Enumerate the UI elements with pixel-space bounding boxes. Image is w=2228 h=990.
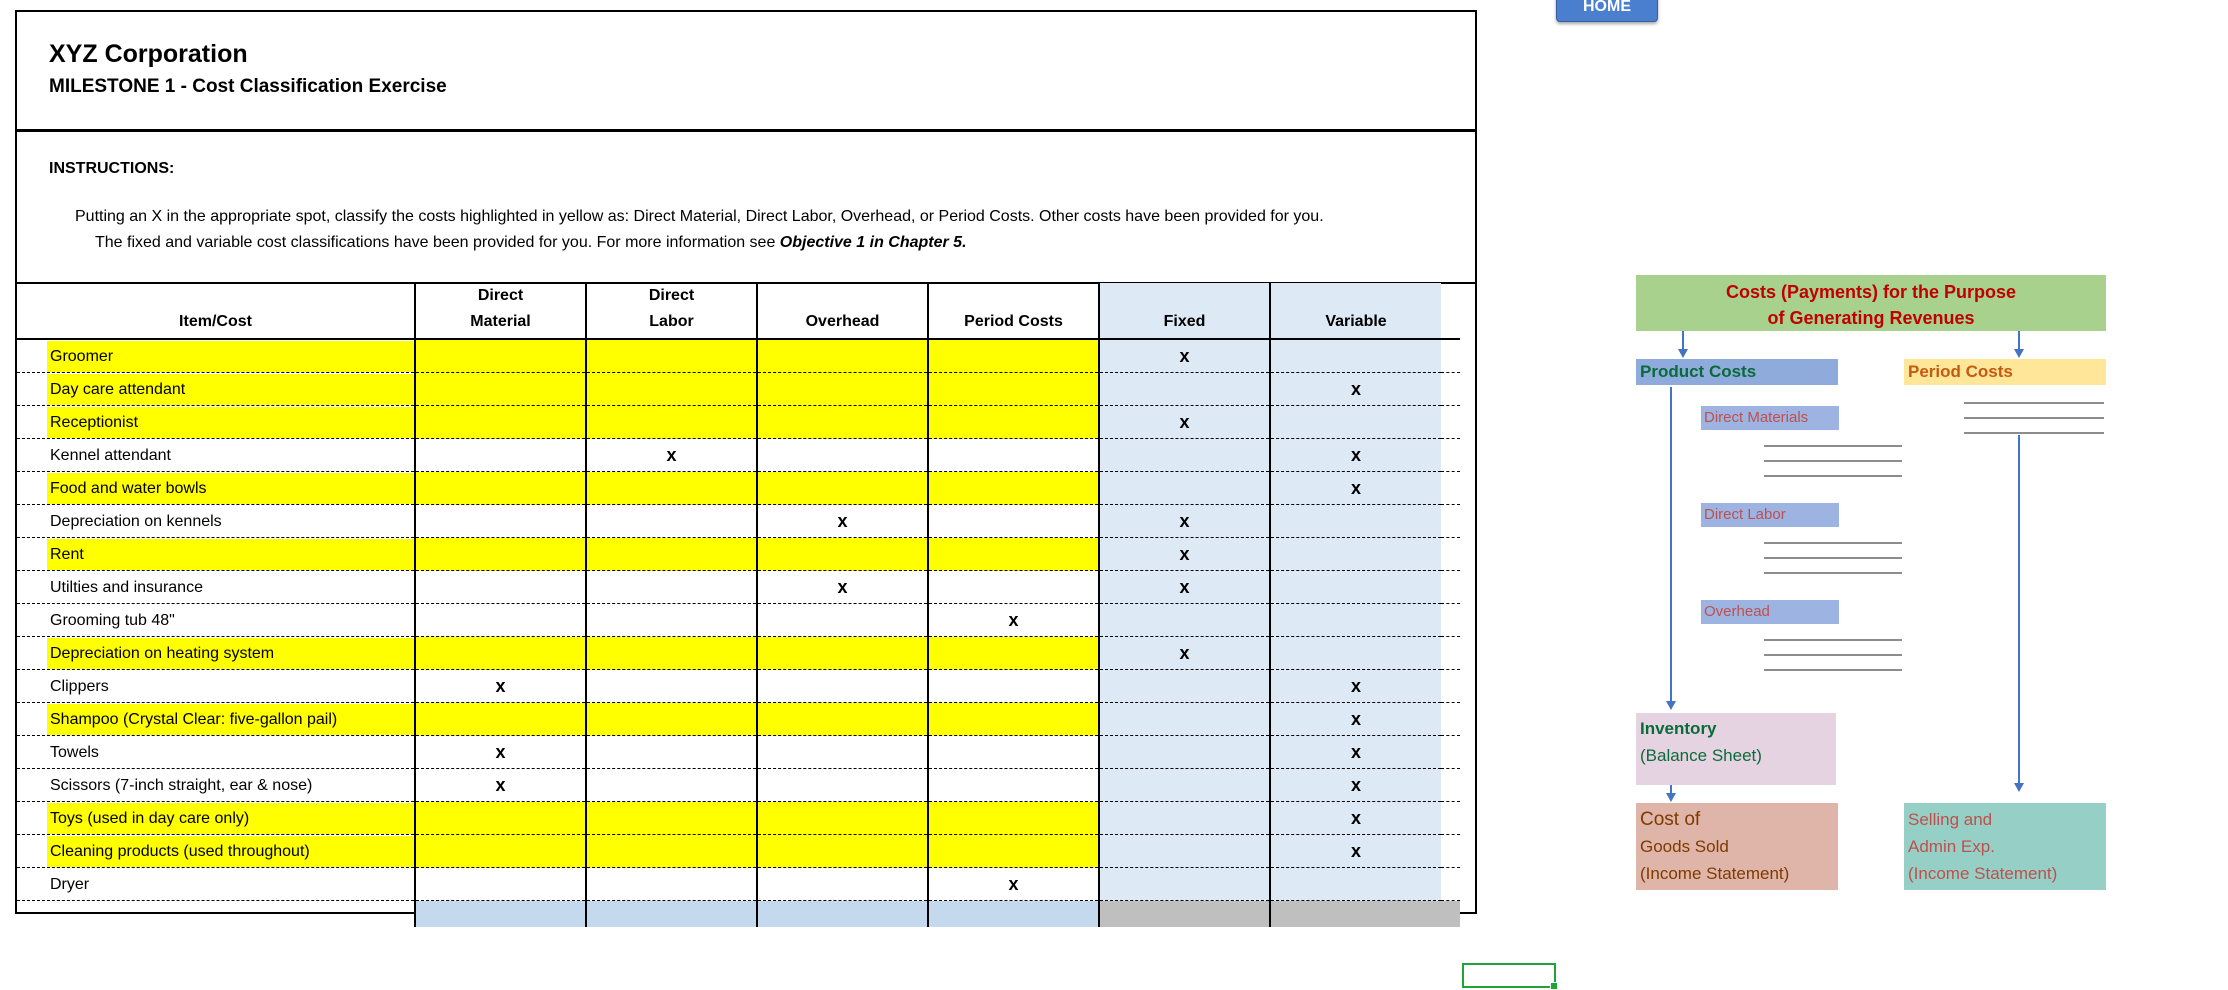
item-label: Kennel attendant xyxy=(50,446,171,464)
footer-cell xyxy=(17,901,415,928)
cell-spacer xyxy=(1441,406,1460,439)
instructions-objective-ref: Objective 1 in Chapter 5. xyxy=(779,234,967,251)
cell-spacer xyxy=(1441,769,1460,802)
dl-line-2 xyxy=(1764,557,1902,559)
cell-variable[interactable]: x xyxy=(1270,670,1441,703)
cell-direct-labor[interactable] xyxy=(586,538,757,571)
selling-label-3: (Income Statement) xyxy=(1908,864,2058,883)
footer-cell xyxy=(1099,901,1270,928)
footer-cell xyxy=(586,901,757,928)
diagram-title xyxy=(1636,275,2106,331)
item-label: Grooming tub 48" xyxy=(50,611,175,629)
table-row xyxy=(17,373,1460,406)
oh-line-1 xyxy=(1764,639,1902,641)
direct-labor-box: Direct Labor xyxy=(1701,503,1839,527)
cell-fixed[interactable]: x xyxy=(1099,406,1270,439)
cell-period-costs[interactable] xyxy=(928,703,1099,736)
cell-direct-labor[interactable] xyxy=(586,406,757,439)
cogs-label-3: (Income Statement) xyxy=(1640,864,1790,883)
cell-overhead[interactable] xyxy=(757,703,928,736)
cogs-label-1: Cost of xyxy=(1640,809,1701,830)
item-label: Receptionist xyxy=(47,407,414,438)
col-header-direct-labor: Direct Labor xyxy=(586,283,757,339)
cell-direct-labor[interactable] xyxy=(586,505,757,538)
cell-spacer xyxy=(1441,604,1460,637)
cell-direct-labor[interactable] xyxy=(586,637,757,670)
table-row xyxy=(17,406,1460,439)
cell-direct-material[interactable] xyxy=(415,802,586,835)
table-row xyxy=(17,439,1460,472)
table-footer-band xyxy=(17,901,1460,928)
cell-spacer xyxy=(1441,802,1460,835)
col-header-fixed: Fixed xyxy=(1099,283,1270,339)
cell-period-costs[interactable] xyxy=(928,339,1099,373)
cell-direct-material[interactable] xyxy=(415,538,586,571)
worksheet-header xyxy=(17,12,1475,132)
arrow-to-product xyxy=(1682,331,1684,351)
cell-spacer xyxy=(1441,505,1460,538)
item-label: Towels xyxy=(50,743,99,761)
cell-overhead[interactable] xyxy=(757,373,928,406)
cell-fixed[interactable] xyxy=(1099,802,1270,835)
cell-item[interactable] xyxy=(17,703,415,736)
arrow-to-period xyxy=(2018,331,2020,351)
cell-variable[interactable] xyxy=(1270,571,1441,604)
cell-direct-material[interactable] xyxy=(415,835,586,868)
inventory-sublabel: (Balance Sheet) xyxy=(1640,746,1762,765)
cell-spacer xyxy=(1441,703,1460,736)
cell-direct-labor[interactable] xyxy=(586,339,757,373)
cell-fixed[interactable] xyxy=(1099,703,1270,736)
footer-cell xyxy=(415,901,586,928)
cell-item[interactable] xyxy=(17,604,415,637)
cell-variable[interactable]: x xyxy=(1270,472,1441,505)
cell-period-costs[interactable] xyxy=(928,835,1099,868)
cell-period-costs[interactable] xyxy=(928,472,1099,505)
col-header-direct-material: Direct Material xyxy=(415,283,586,339)
cell-period-costs[interactable]: x xyxy=(928,868,1099,901)
cell-spacer xyxy=(1441,736,1460,769)
cell-overhead[interactable] xyxy=(757,637,928,670)
cell-direct-material[interactable] xyxy=(415,703,586,736)
table-row xyxy=(17,505,1460,538)
cell-fixed[interactable] xyxy=(1099,670,1270,703)
diagram-title-line-2: of Generating Revenues xyxy=(1767,308,1975,328)
cell-direct-material[interactable] xyxy=(415,571,586,604)
cell-overhead[interactable]: x xyxy=(757,505,928,538)
cell-direct-labor[interactable] xyxy=(586,472,757,505)
cell-item[interactable] xyxy=(17,339,415,373)
cell-item[interactable] xyxy=(17,802,415,835)
oh-line-3 xyxy=(1764,669,1902,671)
overhead-box: Overhead xyxy=(1701,600,1839,624)
cell-fixed[interactable] xyxy=(1099,439,1270,472)
footer-cell xyxy=(1270,901,1441,928)
cell-direct-labor[interactable] xyxy=(586,769,757,802)
cell-period-costs[interactable] xyxy=(928,769,1099,802)
dm-line-3 xyxy=(1764,475,1902,477)
cell-variable[interactable] xyxy=(1270,505,1441,538)
cell-period-costs[interactable] xyxy=(928,670,1099,703)
item-label: Groomer xyxy=(47,341,414,372)
cell-direct-labor[interactable] xyxy=(586,802,757,835)
milestone-title: MILESTONE 1 - Cost Classification Exercise xyxy=(49,76,447,97)
cell-item[interactable] xyxy=(17,868,415,901)
cell-fixed[interactable] xyxy=(1099,868,1270,901)
footer-cell xyxy=(757,901,928,928)
period-line-3 xyxy=(1964,432,2104,434)
cell-fixed[interactable] xyxy=(1099,769,1270,802)
cell-spacer xyxy=(1441,670,1460,703)
home-button[interactable]: HOME xyxy=(1556,0,1658,22)
period-line-1 xyxy=(1964,402,2104,404)
cell-variable[interactable]: x xyxy=(1270,769,1441,802)
cell-direct-material[interactable] xyxy=(415,637,586,670)
cell-period-costs[interactable] xyxy=(928,439,1099,472)
cogs-box xyxy=(1636,803,1838,890)
cell-direct-material[interactable] xyxy=(415,472,586,505)
table-row xyxy=(17,571,1460,604)
cell-item[interactable] xyxy=(17,670,415,703)
cell-overhead[interactable] xyxy=(757,472,928,505)
cell-direct-labor[interactable] xyxy=(586,604,757,637)
cell-direct-material[interactable] xyxy=(415,406,586,439)
cell-direct-labor[interactable] xyxy=(586,703,757,736)
cell-variable[interactable] xyxy=(1270,604,1441,637)
cell-overhead[interactable] xyxy=(757,406,928,439)
cell-spacer xyxy=(1441,339,1460,373)
cell-period-costs[interactable] xyxy=(928,406,1099,439)
table-row xyxy=(17,703,1460,736)
arrow-head-inventory xyxy=(1666,701,1676,710)
cell-fixed[interactable] xyxy=(1099,373,1270,406)
cell-direct-material[interactable]: x xyxy=(415,769,586,802)
selling-admin-box xyxy=(1904,803,2106,890)
col-header-variable: Variable xyxy=(1270,283,1441,339)
arrow-head-cogs xyxy=(1666,793,1676,802)
cell-item[interactable] xyxy=(17,736,415,769)
cell-period-costs[interactable] xyxy=(928,373,1099,406)
col-header-item: Item/Cost xyxy=(17,283,415,339)
cell-spacer xyxy=(1441,439,1460,472)
cell-spacer xyxy=(1441,835,1460,868)
cell-fixed[interactable]: x xyxy=(1099,538,1270,571)
cell-fixed[interactable] xyxy=(1099,835,1270,868)
table-row xyxy=(17,604,1460,637)
cell-item[interactable] xyxy=(17,835,415,868)
cell-overhead[interactable]: x xyxy=(757,571,928,604)
cell-spacer xyxy=(1441,472,1460,505)
col-header-period-costs: Period Costs xyxy=(928,283,1099,339)
direct-materials-box: Direct Materials xyxy=(1701,406,1839,430)
table-row xyxy=(17,736,1460,769)
table-row xyxy=(17,802,1460,835)
cell-variable[interactable] xyxy=(1270,339,1441,373)
cell-fixed[interactable] xyxy=(1099,472,1270,505)
item-label: Depreciation on kennels xyxy=(50,512,222,530)
item-label: Day care attendant xyxy=(47,374,414,405)
cell-period-costs[interactable] xyxy=(928,736,1099,769)
cell-variable[interactable]: x xyxy=(1270,802,1441,835)
cell-fixed[interactable] xyxy=(1099,604,1270,637)
cell-direct-labor[interactable] xyxy=(586,736,757,769)
cell-overhead[interactable] xyxy=(757,604,928,637)
cell-item[interactable] xyxy=(17,637,415,670)
cell-direct-material[interactable]: x xyxy=(415,736,586,769)
cell-direct-material[interactable]: x xyxy=(415,670,586,703)
cell-period-costs[interactable] xyxy=(928,538,1099,571)
oh-line-2 xyxy=(1764,654,1902,656)
cost-classification-table xyxy=(17,283,1460,927)
cell-variable[interactable] xyxy=(1270,868,1441,901)
cell-direct-material[interactable] xyxy=(415,505,586,538)
cell-direct-labor[interactable] xyxy=(586,571,757,604)
diagram-title-line-1: Costs (Payments) for the Purpose xyxy=(1725,282,2017,302)
cell-variable[interactable] xyxy=(1270,538,1441,571)
cell-direct-labor[interactable]: x xyxy=(586,439,757,472)
cell-item[interactable] xyxy=(17,373,415,406)
cell-item[interactable] xyxy=(17,769,415,802)
cell-variable[interactable]: x xyxy=(1270,439,1441,472)
cell-period-costs[interactable] xyxy=(928,505,1099,538)
table-row xyxy=(17,835,1460,868)
cell-item[interactable] xyxy=(17,571,415,604)
cell-spacer xyxy=(1441,373,1460,406)
cell-direct-material[interactable] xyxy=(415,439,586,472)
cell-direct-material[interactable] xyxy=(415,604,586,637)
instructions-label: INSTRUCTIONS: xyxy=(49,160,175,177)
company-title: XYZ Corporation xyxy=(49,40,248,68)
inventory-box xyxy=(1636,713,1836,785)
period-line-2 xyxy=(1964,417,2104,419)
item-label: Dryer xyxy=(50,875,90,893)
cell-overhead[interactable] xyxy=(757,439,928,472)
dl-line-1 xyxy=(1764,542,1902,544)
table-row xyxy=(17,538,1460,571)
arrow-head-period xyxy=(2014,349,2024,358)
cell-spacer xyxy=(1441,637,1460,670)
cell-overhead[interactable] xyxy=(757,670,928,703)
cell-variable[interactable]: x xyxy=(1270,835,1441,868)
footer-cell xyxy=(1441,901,1460,928)
cell-item[interactable] xyxy=(17,406,415,439)
cell-direct-material[interactable] xyxy=(415,339,586,373)
item-label: Depreciation on heating system xyxy=(47,638,414,669)
cell-direct-material[interactable] xyxy=(415,373,586,406)
arrow-head-product xyxy=(1678,349,1688,358)
arrow-head-selling xyxy=(2014,783,2024,792)
table-row xyxy=(17,769,1460,802)
cell-overhead[interactable] xyxy=(757,769,928,802)
cell-direct-labor[interactable] xyxy=(586,835,757,868)
cell-overhead[interactable] xyxy=(757,736,928,769)
item-label: Utilties and insurance xyxy=(50,578,203,596)
item-label: Scissors (7-inch straight, ear & nose) xyxy=(50,776,313,794)
worksheet xyxy=(15,10,1477,914)
item-label: Toys (used in day care only) xyxy=(47,803,414,834)
dl-line-3 xyxy=(1764,572,1902,574)
col-header-overhead: Overhead xyxy=(757,283,928,339)
cell-spacer xyxy=(1441,868,1460,901)
cell-period-costs[interactable]: x xyxy=(928,604,1099,637)
cell-period-costs[interactable] xyxy=(928,802,1099,835)
table-header-row xyxy=(17,283,1460,339)
cell-variable[interactable] xyxy=(1270,637,1441,670)
arrow-period-to-selling xyxy=(2018,435,2020,785)
item-label: Food and water bowls xyxy=(47,473,414,504)
item-label: Clippers xyxy=(50,677,109,695)
cell-fixed[interactable]: x xyxy=(1099,637,1270,670)
cost-flow-diagram xyxy=(1636,275,2106,890)
cell-overhead[interactable] xyxy=(757,868,928,901)
table-row xyxy=(17,472,1460,505)
cell-variable[interactable] xyxy=(1270,406,1441,439)
table-row xyxy=(17,637,1460,670)
cell-overhead[interactable] xyxy=(757,802,928,835)
period-costs-box: Period Costs xyxy=(1904,359,2106,385)
cell-item[interactable] xyxy=(17,472,415,505)
product-costs-box: Product Costs xyxy=(1636,359,1838,385)
cell-period-costs[interactable] xyxy=(928,637,1099,670)
cell-item[interactable] xyxy=(17,439,415,472)
item-label: Shampoo (Crystal Clear: five-gallon pail) xyxy=(47,704,414,735)
instructions-line-1: Putting an X in the appropriate spot, classify the costs highlighted in yellow as: Direct Material, Direct Labor, Overhead, or Period Costs. Other costs have been provided for you. xyxy=(75,208,1324,225)
cell-fixed[interactable]: x xyxy=(1099,571,1270,604)
cell-direct-labor[interactable] xyxy=(586,868,757,901)
table-row xyxy=(17,339,1460,373)
cell-overhead[interactable] xyxy=(757,835,928,868)
cell-variable[interactable]: x xyxy=(1270,703,1441,736)
cell-direct-material[interactable] xyxy=(415,868,586,901)
cell-variable[interactable]: x xyxy=(1270,736,1441,769)
cell-item[interactable] xyxy=(17,505,415,538)
table-row xyxy=(17,868,1460,901)
cell-item[interactable] xyxy=(17,538,415,571)
cell-direct-labor[interactable] xyxy=(586,670,757,703)
inventory-label: Inventory xyxy=(1640,719,1717,738)
table-row xyxy=(17,670,1460,703)
cell-spacer xyxy=(1441,571,1460,604)
footer-cell xyxy=(928,901,1099,928)
dm-line-1 xyxy=(1764,445,1902,447)
instructions-line-2 xyxy=(95,234,967,252)
cell-overhead[interactable] xyxy=(757,339,928,373)
item-label: Cleaning products (used throughout) xyxy=(47,836,414,867)
cell-spacer xyxy=(1441,538,1460,571)
selling-label-1: Selling and xyxy=(1908,810,1993,829)
selected-cell[interactable] xyxy=(1462,963,1556,988)
cell-fixed[interactable]: x xyxy=(1099,505,1270,538)
fill-handle[interactable] xyxy=(1550,982,1558,990)
cell-period-costs[interactable] xyxy=(928,571,1099,604)
cell-overhead[interactable] xyxy=(757,538,928,571)
cogs-label-2: Goods Sold xyxy=(1640,837,1729,856)
cell-fixed[interactable] xyxy=(1099,736,1270,769)
item-label: Rent xyxy=(47,539,414,570)
col-header-spacer xyxy=(1441,283,1460,339)
selling-label-2: Admin Exp. xyxy=(1908,837,1995,856)
arrow-product-to-inventory xyxy=(1670,387,1672,703)
cell-direct-labor[interactable] xyxy=(586,373,757,406)
cell-fixed[interactable]: x xyxy=(1099,339,1270,373)
instructions-line-2-text: The fixed and variable cost classifications have been provided for you. For more information see xyxy=(95,234,780,251)
cell-variable[interactable]: x xyxy=(1270,373,1441,406)
dm-line-2 xyxy=(1764,460,1902,462)
